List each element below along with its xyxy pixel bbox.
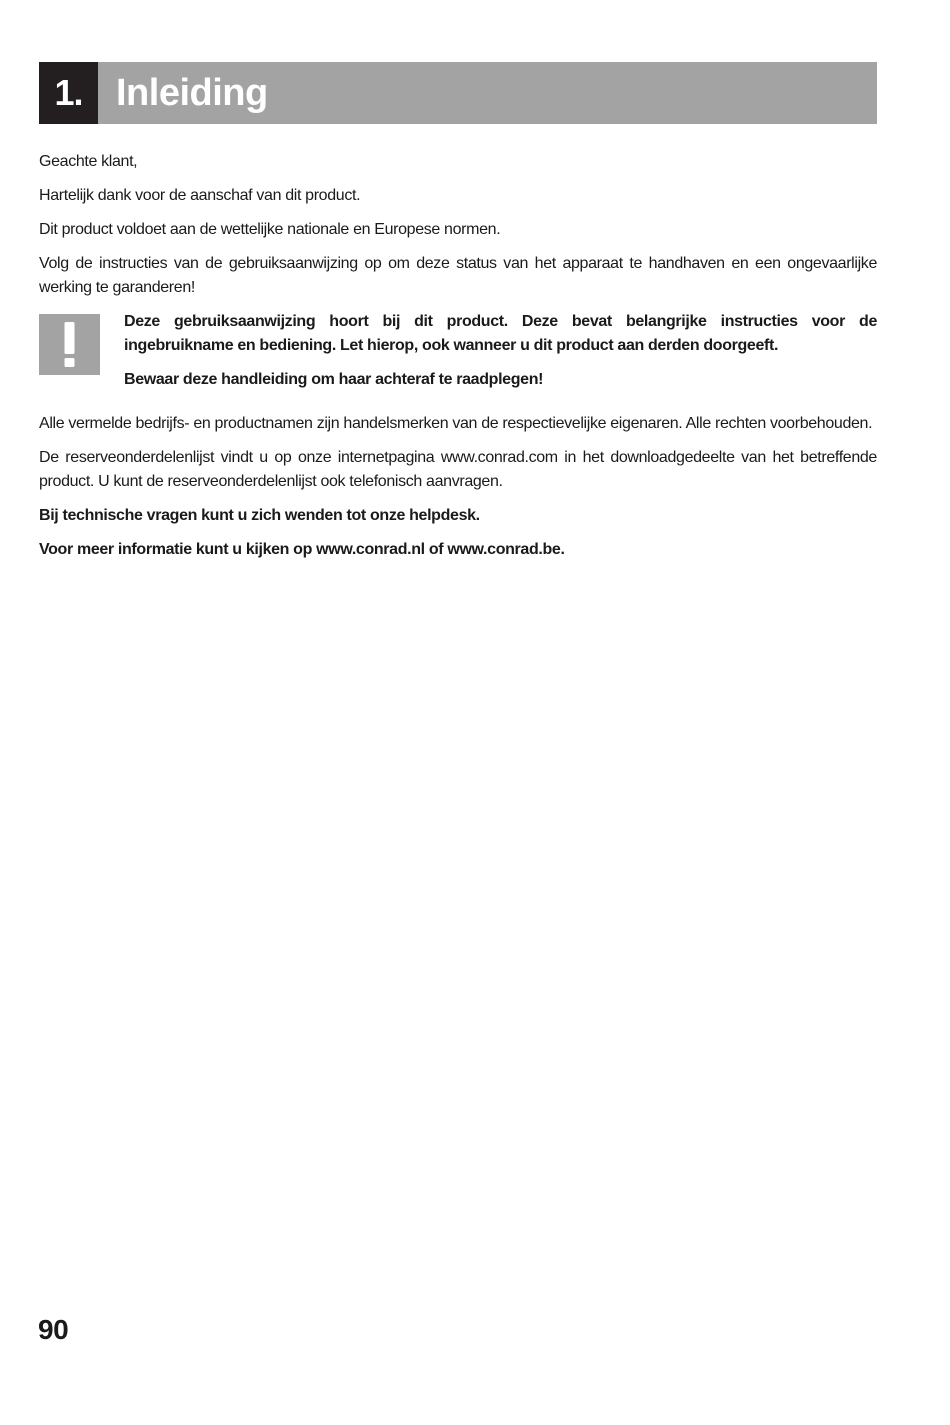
spare-parts-text: De reserveonderdelenlijst vindt u op onze internetpagina www.conrad.com in het downloadgedeelte van het betreffende product. U kunt de reserveonderdelenlijst ook telefonisch aanvragen. [39,449,877,490]
page-number: 90 [38,1314,69,1345]
warning-text-keep: Bewaar deze handleiding om haar achteraf te raadplegen! [124,371,544,388]
warning-block [39,310,877,402]
section-title: Inleiding [116,71,268,114]
thanks-text: Hartelijk dank voor de aanschaf van dit product. [39,187,361,204]
exclamation-icon [39,314,100,375]
helpdesk-text: Bij technische vragen kunt u zich wenden tot onze helpdesk. [39,507,480,524]
trademarks-text: Alle vermelde bedrijfs- en productnamen zijn handelsmerken van de respectievelijke eigenaren. Alle rechten voorbehouden. [39,415,873,432]
section-header [39,62,877,124]
page-content [39,150,877,572]
warning-text-main: Deze gebruiksaanwijzing hoort bij dit product. Deze bevat belangrijke instructies voor de ingebruikname en bediening. Let hierop, ook wanneer u dit product aan derden doorgeeft. [124,313,877,354]
warning-text-group [124,310,877,402]
greeting-text: Geachte klant, [39,153,138,170]
norms-text: Dit product voldoet aan de wettelijke nationale en Europese normen. [39,221,501,238]
section-number: 1. [39,62,98,124]
instructions-text: Volg de instructies van de gebruiksaanwijzing op om deze status van het apparaat te handhaven en een ongevaarlijke werking te garanderen! [39,255,877,296]
more-info-text: Voor meer informatie kunt u kijken op www.conrad.nl of www.conrad.be. [39,541,565,558]
